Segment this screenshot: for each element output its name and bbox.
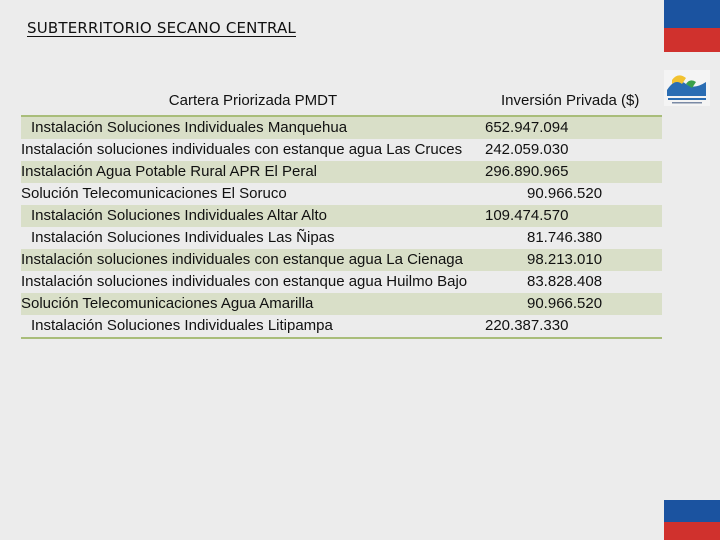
table-row: [21, 315, 662, 338]
investment-value: 296.890.965: [485, 163, 569, 180]
project-name: Instalación soluciones individuales con estanque agua Las Cruces: [21, 141, 463, 158]
project-name: Instalación Soluciones Individuales Manquehua: [31, 119, 348, 136]
table-row: [21, 116, 662, 139]
investment-value: 98.213.010: [527, 251, 603, 268]
table-row: [21, 249, 662, 271]
table-row: [21, 271, 662, 293]
project-name: Instalación soluciones individuales con estanque agua La Cienaga: [21, 251, 463, 268]
investment-table: [21, 87, 662, 339]
table-row: [21, 183, 662, 205]
investment-value: 109.474.570: [485, 207, 569, 224]
table-row: [21, 161, 662, 183]
table-row: [21, 205, 662, 227]
project-name: Instalación Agua Potable Rural APR El Peral: [21, 163, 318, 180]
table-row: [21, 293, 662, 315]
investment-value: 83.828.408: [527, 273, 603, 290]
project-name: Instalación Soluciones Individuales Las Ñipas: [31, 229, 335, 246]
project-name: Instalación Soluciones Individuales Altar Alto: [31, 207, 328, 224]
column-header-inversion: Inversión Privada ($): [501, 92, 640, 109]
table-row: [21, 139, 662, 161]
flag-blue-segment-bottom: [664, 500, 720, 522]
investment-value: 652.947.094: [485, 119, 569, 136]
table-header-row: [21, 87, 662, 116]
project-name: Instalación Soluciones Individuales Litipampa: [31, 317, 333, 334]
slide-title: SUBTERRITORIO SECANO CENTRAL: [27, 19, 296, 37]
project-name: Instalación soluciones individuales con estanque agua Huilmo Bajo: [21, 273, 468, 290]
project-name: Solución Telecomunicaciones Agua Amarilla: [21, 295, 314, 312]
investment-value: 90.966.520: [527, 185, 603, 202]
investment-value: 242.059.030: [485, 141, 569, 158]
column-header-cartera: Cartera Priorizada PMDT: [168, 92, 338, 109]
project-name: Solución Telecomunicaciones El Soruco: [21, 185, 287, 202]
flag-red-segment-top: [664, 28, 720, 52]
flag-blue-segment-top: [664, 0, 720, 28]
investment-value: 90.966.520: [527, 295, 603, 312]
flag-red-segment-bottom: [664, 522, 720, 540]
investment-value: 81.746.380: [527, 229, 603, 246]
table-row: [21, 227, 662, 249]
regional-government-logo-icon: [664, 70, 710, 106]
investment-value: 220.387.330: [485, 317, 569, 334]
